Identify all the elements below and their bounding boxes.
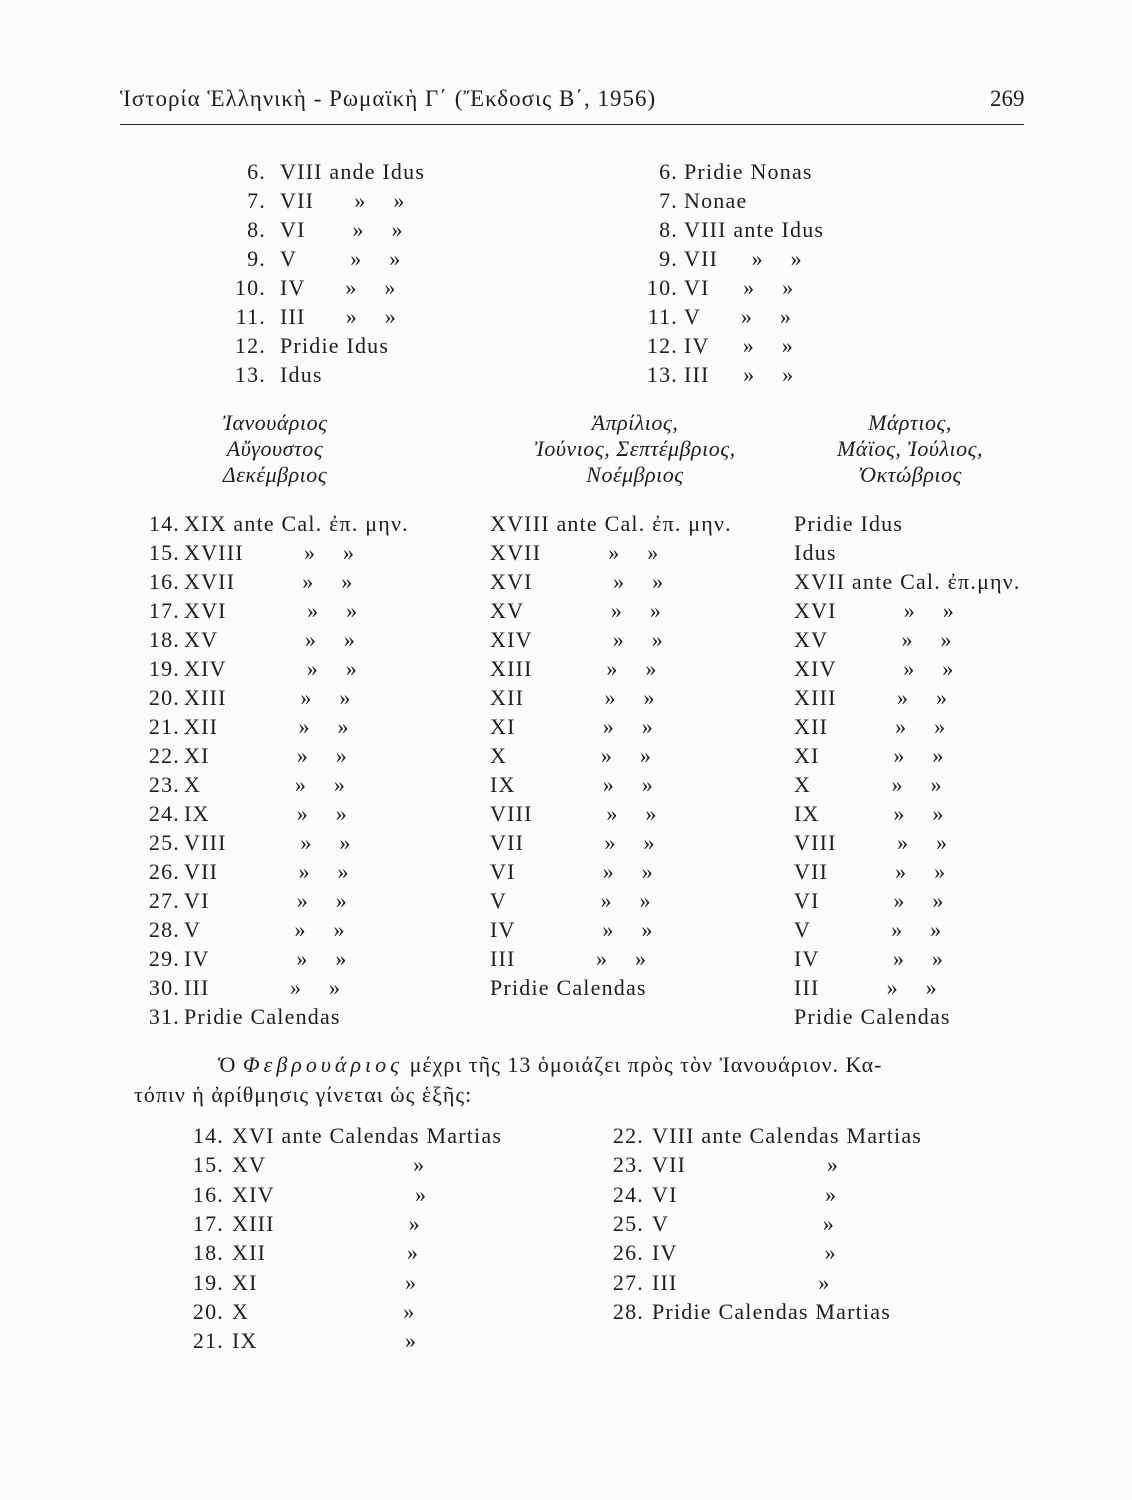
february-note-line2: τόπιν ἡ ἀρίθμησις γίνεται ὡς ἑξῆς: [134,1082,473,1107]
row-number: 11. [647,304,678,329]
row-number: 11. [235,304,266,329]
row-number: 21. [148,714,180,739]
row-text: VI » [652,1181,838,1207]
cell-col3: VI » » [794,888,945,913]
row-number: 9. [247,246,266,271]
row-number: 17. [192,1210,224,1236]
row-number: 27. [612,1269,644,1295]
row-number: 23. [612,1152,644,1178]
cell-col2: XVII » » [490,540,660,565]
cell-col1: XII » » [184,714,350,739]
cell-col1: XIII » » [184,685,352,710]
page-number: 269 [990,86,1025,111]
month-header-col3 [800,410,1020,488]
cell-col1: V » » [184,917,346,942]
row-number: 8. [247,217,266,242]
cell-col2: Pridie Calendas [490,975,647,1000]
cell-col3: IX » » [794,801,945,826]
row-number: 20. [192,1298,224,1324]
cell-col1: Pridie Calendas [184,1004,341,1029]
row-number: 15. [192,1152,224,1178]
february-note-line1 [218,1052,882,1078]
month-header-col2 [490,410,780,488]
row-text: V » » [280,246,402,271]
row-text: Idus [280,362,323,387]
month-name: Ἰανουάριος [222,410,328,435]
row-number: 12. [234,333,266,358]
cell-col2: XI » » [490,714,654,739]
row-number: 6. [659,159,678,184]
row-number: 15. [148,540,180,565]
cell-col3: IV » » [794,946,945,971]
row-number: 22. [612,1123,644,1148]
row-text: Pridie Calendas Martias [652,1298,891,1324]
month-name: Ἰούνιος, Σεπτέμβριος, [534,436,736,461]
row-number: 25. [612,1210,644,1236]
cell-col2: III » » [490,946,648,971]
row-text: XIV » [232,1181,428,1207]
cell-col3: Pridie Idus [794,511,904,536]
cell-col2: XIV » » [490,627,664,652]
row-number: 10. [234,275,266,300]
cell-col2: IV » » [490,917,654,942]
row-text: IV » » [280,275,397,300]
cell-col2: VIII » » [490,801,658,826]
row-number: 28. [612,1298,644,1324]
cell-col1: IX » » [184,801,348,826]
cell-col1: XV » » [184,627,357,652]
row-text: III » » [684,362,795,387]
row-text: IV » [652,1240,837,1266]
month-name: Μάϊος, Ἰούλιος, [836,436,984,461]
cell-col2: XVIII ante Cal. ἐπ. μην. [490,511,732,536]
row-number: 22. [148,743,180,768]
month-name: Αὔγουστος [226,436,324,461]
month-name: Νοέμβριος [586,462,684,487]
cell-col3: XI » » [794,743,945,768]
cell-col3: X » » [794,772,943,797]
row-number: 18. [192,1240,224,1266]
row-text: VIII ante Calendas Martias [652,1123,923,1148]
row-text: V » » [684,304,793,329]
row-text: VI » » [280,217,404,242]
row-number: 7. [247,188,266,213]
row-number: 14. [192,1123,224,1148]
row-text: Pridie Idus [280,333,390,358]
row-text: IX » [232,1328,418,1354]
cell-col1: IV » » [184,946,348,971]
row-text: XV » [232,1152,426,1178]
row-number: 14. [148,511,180,536]
cell-col3: VII » » [794,859,947,884]
cell-col2: XIII » » [490,656,658,681]
note-text: μέχρι τῆς 13 ὁμοιάζει πρὸς τὸν Ἰανουάριον. Κα- [403,1052,883,1077]
cell-col2: VII » » [490,830,656,855]
row-number: 31. [148,1004,180,1029]
row-text: XIII » [232,1210,421,1236]
row-text: VII » [652,1152,840,1178]
cell-col1: X » » [184,772,347,797]
cell-col2: XV » » [490,598,663,623]
cell-col3: XVII ante Cal. ἐπ.μην. [794,569,1021,594]
row-number: 13. [234,362,266,387]
row-text: VIII ante Idus [684,217,825,242]
row-number: 20. [148,685,180,710]
row-text: VI » » [684,275,795,300]
row-number: 27. [148,888,180,913]
month-name: Ὀκτώβριος [858,462,962,487]
cell-col2: IX » » [490,772,654,797]
row-number: 23. [148,772,180,797]
row-number: 12. [646,333,678,358]
cell-col2: XVI » » [490,569,665,594]
row-number: 7. [659,188,678,213]
cell-col1: III » » [184,975,342,1000]
month-name: Ἀπρίλιος, [591,410,679,435]
row-number: 25. [148,830,180,855]
row-number: 9. [659,246,678,271]
note-month-name: Φεβρουάριος [242,1052,404,1077]
row-text: III » » [280,304,397,329]
cell-col3: XVI » » [794,598,955,623]
row-text: XII » [232,1240,420,1266]
row-number: 19. [192,1269,224,1295]
row-number: 26. [612,1240,644,1266]
cell-col2: VI » » [490,859,654,884]
row-text: VII » » [280,188,406,213]
row-number: 24. [148,801,180,826]
row-text: VIII ande Idus [280,159,426,184]
cell-col2: XII » » [490,685,656,710]
cell-col1: XI » » [184,743,348,768]
row-number: 6. [247,159,266,184]
cell-col1: XIX ante Cal. ἐπ. μην. [184,511,409,536]
row-number: 17. [148,598,180,623]
row-text: VII » » [684,246,803,271]
row-number: 19. [148,656,180,681]
row-number: 26. [148,859,180,884]
row-text: III » [652,1269,831,1295]
cell-col3: Idus [794,540,837,565]
note-text: Ὁ [218,1052,243,1077]
row-number: 24. [612,1181,644,1207]
cell-col1: XVII » » [184,569,354,594]
row-number: 16. [192,1181,224,1207]
row-text: XI » [232,1269,418,1295]
row-number: 30. [148,975,180,1000]
row-number: 8. [659,217,678,242]
running-header-title: Ἱστορία Ἑλληνικὴ - Ρωμαϊκὴ Γ΄ (Ἔκδοσις Β΄, 1956) [120,86,657,111]
row-text: Pridie Nonas [684,159,813,184]
row-number: 21. [192,1328,224,1354]
row-text: IV » » [684,333,794,358]
cell-col3: XIII » » [794,685,949,710]
row-text: XVI ante Calendas Martias [232,1123,503,1148]
row-text: X » [232,1298,416,1324]
row-text: Nonae [684,188,748,213]
cell-col3: V » » [794,917,943,942]
row-number: 18. [148,627,180,652]
month-name: Δεκέμβριος [222,462,328,487]
row-number: 28. [148,917,180,942]
cell-col1: VII » » [184,859,350,884]
cell-col3: XIV » » [794,656,955,681]
cell-col3: VIII » » [794,830,949,855]
row-number: 29. [148,946,180,971]
month-header-col1 [190,410,360,488]
cell-col2: V » » [490,888,652,913]
row-text: V » [652,1210,835,1236]
header-rule [120,124,1024,125]
month-name: Μάρτιος, [868,410,952,435]
cell-col2: X » » [490,743,653,768]
cell-col3: III » » [794,975,938,1000]
cell-col1: XVIII » » [184,540,356,565]
cell-col3: XII » » [794,714,947,739]
row-number: 10. [646,275,678,300]
cell-col3: XV » » [794,627,953,652]
cell-col3: Pridie Calendas [794,1004,951,1029]
cell-col1: XIV » » [184,656,358,681]
cell-col1: VI » » [184,888,348,913]
cell-col1: XVI » » [184,598,359,623]
cell-col1: VIII » » [184,830,352,855]
row-number: 16. [148,569,180,594]
row-number: 13. [646,362,678,387]
